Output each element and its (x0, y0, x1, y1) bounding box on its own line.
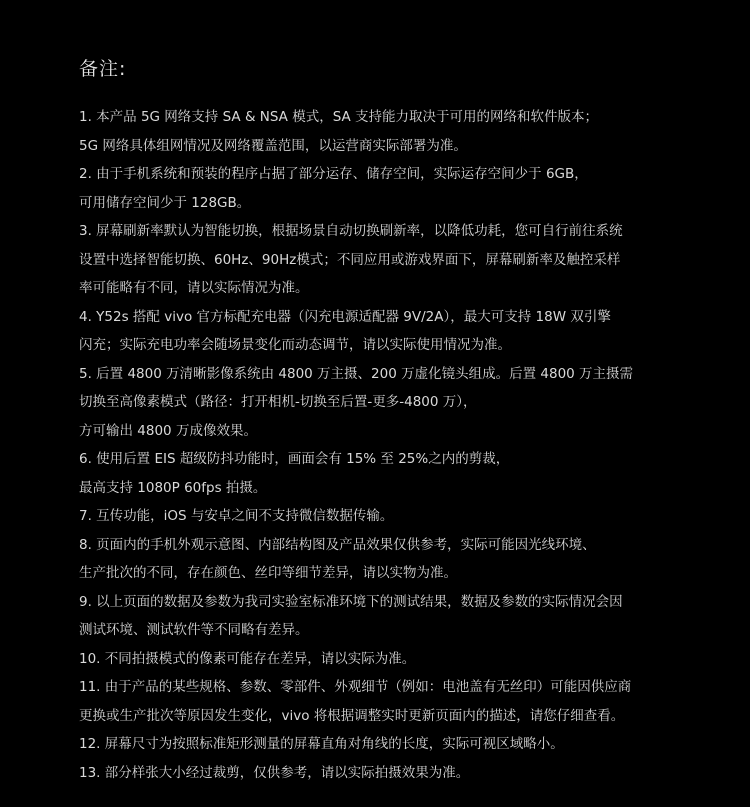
notes-list (79, 103, 679, 787)
note-line: 8. 页面内的手机外观示意图、内部结构图及产品效果仅供参考，实际可能因光线环境、 (79, 536, 596, 553)
note-line: 最高支持 1080P 60fps 拍摄。 (79, 479, 267, 496)
note-line: 更换或生产批次等原因发生变化，vivo 将根据调整实时更新页面内的描述，请您仔细查看。 (79, 707, 625, 724)
note-line: 11. 由于产品的某些规格、参数、零部件、外观细节（例如：电池盖有无丝印）可能因供应商 (79, 679, 632, 695)
note-line: 可用储存空间少于 128GB。 (79, 194, 251, 211)
note-line: 率可能略有不同，请以实际情况为准。 (79, 280, 309, 296)
page-title: 备注: (79, 58, 127, 80)
note-line: 切换至高像素模式（路径：打开相机-切换至后置-更多-4800 万）， (79, 394, 477, 410)
note-line: 方可输出 4800 万成像效果。 (79, 422, 257, 439)
note-line: 3. 屏幕刷新率默认为智能切换，根据场景自动切换刷新率，以降低功耗，您可自行前往系统 (79, 223, 623, 239)
note-line: 设置中选择智能切换、60Hz、90Hz模式；不同应用或游戏界面下，屏幕刷新率及触控采样 (79, 251, 621, 268)
note-line: 13. 部分样张大小经过裁剪，仅供参考，请以实际拍摄效果为准。 (79, 764, 470, 781)
note-line: 2. 由于手机系统和预装的程序占据了部分运存、储存空间，实际运存空间少于 6GB， (79, 166, 588, 182)
note-line: 12. 屏幕尺寸为按照标准矩形测量的屏幕直角对角线的长度，实际可视区域略小。 (79, 736, 564, 752)
note-line: 4. Y52s 搭配 vivo 官方标配充电器（闪充电源适配器 9V/2A），最大可支持 18W 双引擎 (79, 308, 611, 325)
note-line: 5. 后置 4800 万清晰影像系统由 4800 万主摄、200 万虚化镜头组成。后置 4800 万主摄需 (79, 365, 634, 382)
note-line: 7. 互传功能，iOS 与安卓之间不支持微信数据传输。 (79, 508, 394, 524)
note-line: 测试环境、测试软件等不同略有差异。 (79, 622, 309, 638)
note-line: 10. 不同拍摄模式的像素可能存在差异，请以实际为准。 (79, 650, 416, 667)
note-line: 9. 以上页面的数据及参数为我司实验室标准环境下的测试结果，数据及参数的实际情况会因 (79, 593, 623, 610)
note-line: 6. 使用后置 EIS 超级防抖功能时，画面会有 15% 至 25%之内的剪裁， (79, 451, 510, 467)
note-line: 生产批次的不同，存在颜色、丝印等细节差异，请以实物为准。 (79, 565, 457, 581)
note-line: 5G 网络具体组网情况及网络覆盖范围，以运营商实际部署为准。 (79, 137, 467, 154)
note-line: 1. 本产品 5G 网络支持 SA & NSA 模式，SA 支持能力取决于可用的网络和软件版本； (79, 109, 599, 125)
note-line: 闪充；实际充电功率会随场景变化而动态调节，请以实际使用情况为准。 (79, 337, 511, 353)
